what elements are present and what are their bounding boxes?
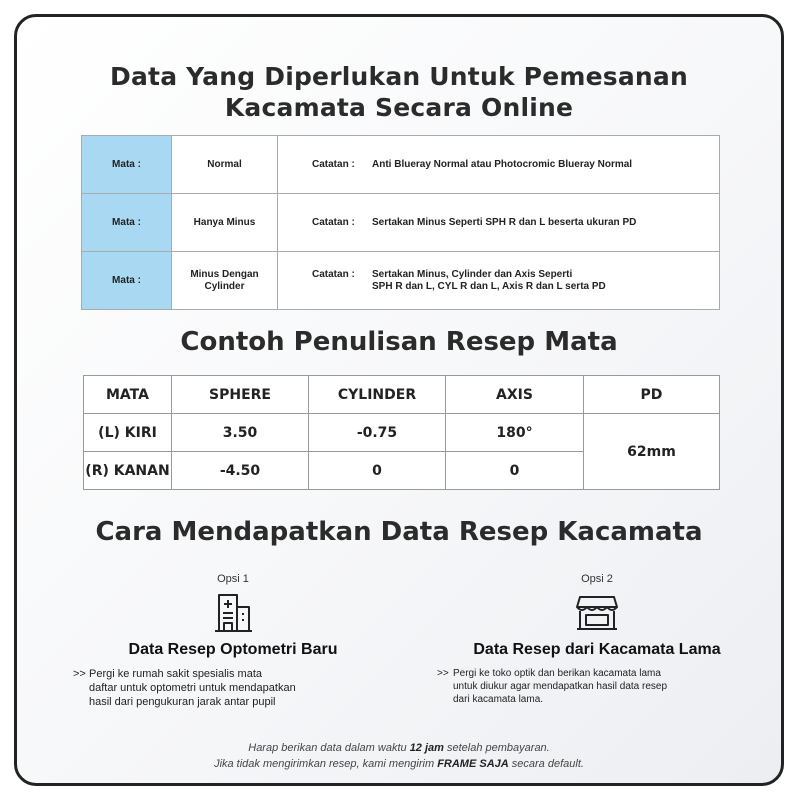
requirements-table: [81, 135, 720, 310]
option-description: [73, 667, 393, 709]
eye-type-cell: Minus Dengan Cylinder: [172, 252, 278, 310]
table-row: [82, 136, 720, 194]
sphere-cell: -4.50: [172, 452, 309, 490]
header-mata: MATA: [84, 376, 172, 414]
footer-line1: [17, 740, 781, 756]
how-to-title: Cara Mendapatkan Data Resep Kacamata: [95, 517, 703, 547]
eye-type-cell: Hanya Minus: [172, 194, 278, 252]
option-title: Data Resep Optometri Baru: [128, 641, 338, 658]
table-row: [82, 252, 720, 310]
sphere-cell: 3.50: [172, 414, 309, 452]
prescription-table: [83, 375, 720, 490]
footer-text: secara default.: [511, 758, 584, 770]
page-title: [17, 61, 781, 123]
option-bullet: >>: [437, 668, 449, 679]
note-text: Anti Blueray Normal atau Photocromic Blueray Normal: [372, 158, 633, 170]
cylinder-cell: -0.75: [309, 414, 446, 452]
option-label: Opsi 2: [581, 573, 613, 585]
footer-frame-only: FRAME SAJA: [437, 758, 509, 770]
hospital-icon: [211, 591, 255, 635]
mata-cell: (R) KANAN: [84, 452, 172, 490]
page-title-line2: Kacamata Secara Online: [224, 93, 574, 122]
axis-cell: 180°: [446, 414, 584, 452]
option-text: Pergi ke toko optik dan berikan kacamata lama untuk diukur agar mendapatkan hasil data resep dari kacamata lama.: [453, 668, 668, 705]
mata-label-cell: Mata :: [82, 252, 172, 310]
card-frame: [14, 14, 784, 786]
header-axis: AXIS: [446, 376, 584, 414]
footer-text: Jika tidak mengirimkan resep, kami mengirim: [214, 758, 435, 770]
note-cell: [278, 252, 720, 310]
note-text: Sertakan Minus, Cylinder dan Axis Seperti SPH R dan L, CYL R dan L, Axis R dan L serta PD: [372, 268, 606, 292]
option-description: [437, 667, 757, 706]
header-cylinder: CYLINDER: [309, 376, 446, 414]
mata-label-cell: Mata :: [82, 194, 172, 252]
option-1: [73, 573, 393, 709]
table-row: [82, 194, 720, 252]
note-label: Catatan :: [312, 216, 355, 228]
note-label: Catatan :: [312, 268, 355, 280]
option-label: Opsi 1: [217, 573, 249, 585]
note-text: Sertakan Minus Seperti SPH R dan L beserta ukuran PD: [372, 216, 637, 228]
note-label: Catatan :: [312, 158, 355, 170]
option-title: Data Resep dari Kacamata Lama: [473, 641, 721, 658]
example-title: Contoh Penulisan Resep Mata: [180, 327, 618, 357]
footer-text: Harap berikan data dalam waktu: [248, 742, 407, 754]
option-bullet: >>: [73, 668, 86, 680]
footer-text: setelah pembayaran.: [447, 742, 550, 754]
pd-cell: 62mm: [584, 414, 720, 490]
option-2: [437, 573, 757, 706]
footer-deadline: 12 jam: [409, 742, 444, 754]
header-sphere: SPHERE: [172, 376, 309, 414]
footer-note: [17, 740, 781, 772]
axis-cell: 0: [446, 452, 584, 490]
header-pd: PD: [584, 376, 720, 414]
page-title-line1: Data Yang Diperlukan Untuk Pemesanan: [110, 62, 688, 91]
mata-cell: (L) KIRI: [84, 414, 172, 452]
table-header-row: [84, 376, 720, 414]
eye-type-cell: Normal: [172, 136, 278, 194]
cylinder-cell: 0: [309, 452, 446, 490]
footer-line2: [17, 756, 781, 772]
store-icon: [574, 591, 620, 635]
note-cell: [278, 136, 720, 194]
mata-label-cell: Mata :: [82, 136, 172, 194]
note-cell: [278, 194, 720, 252]
option-text: Pergi ke rumah sakit spesialis mata daftar untuk optometri untuk mendapatkan hasil dari pengukuran jarak antar pupil: [89, 668, 296, 708]
table-row: [84, 414, 720, 452]
